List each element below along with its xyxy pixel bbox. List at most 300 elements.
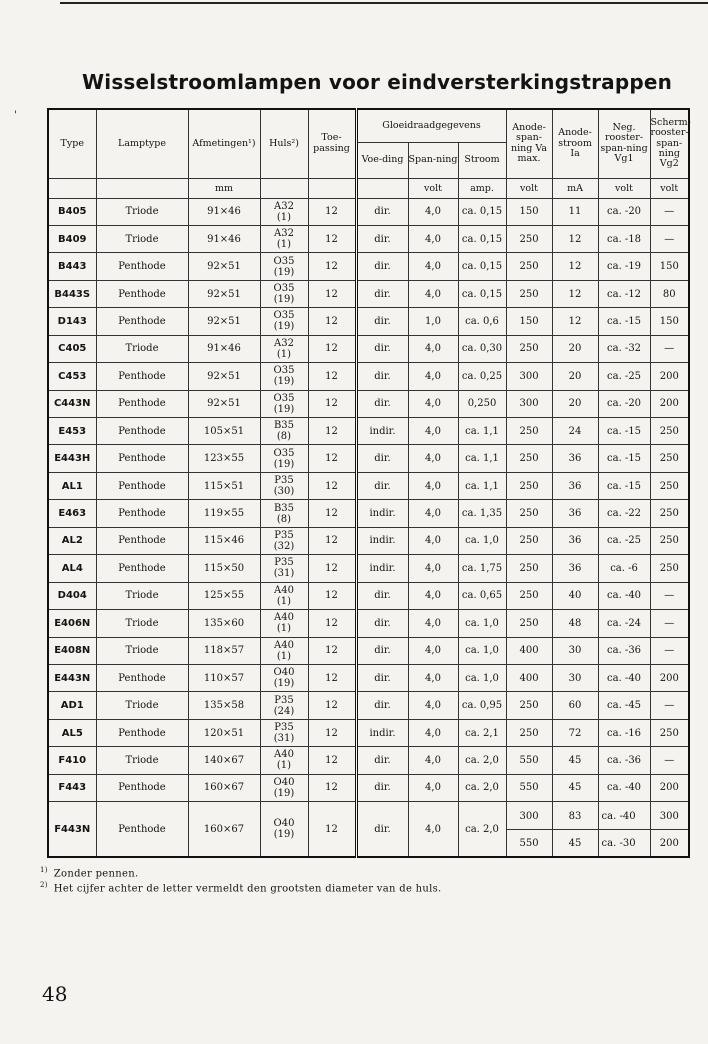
cell-scherm-rooster	[650, 802, 689, 857]
cell-huls	[260, 692, 308, 719]
cell-afmetingen: 140×67	[188, 747, 260, 774]
cell-afmetingen: 123×55	[188, 445, 260, 472]
cell-anode-stroom: 11	[552, 198, 598, 225]
cell-anode-stroom: 72	[552, 719, 598, 746]
cell-toepassing: 12	[308, 335, 356, 362]
cell-scherm-rooster: 250	[650, 527, 689, 554]
cell-toepassing: 12	[308, 280, 356, 307]
cell-lamptype: Penthode	[96, 774, 188, 801]
cell-scherm-rooster: 250	[650, 418, 689, 445]
cell-type: AD1	[48, 692, 96, 719]
cell-huls	[260, 198, 308, 225]
cell-lamptype: Triode	[96, 225, 188, 252]
cell-type: B409	[48, 225, 96, 252]
huls-code: A40	[274, 639, 294, 651]
table-row	[48, 692, 689, 719]
unit-stroom: amp.	[458, 178, 506, 198]
cell-toepassing: 12	[308, 637, 356, 664]
cell-voeding: dir.	[356, 198, 408, 225]
cell-voeding: dir.	[356, 390, 408, 417]
cell-toepassing: 12	[308, 610, 356, 637]
header-voeding: Voe-ding	[356, 142, 408, 178]
huls-diameter: (19)	[273, 458, 295, 470]
cell-anode-stroom: 30	[552, 637, 598, 664]
cell-anode-spanning: 550	[506, 747, 552, 774]
cell-anode-stroom: 48	[552, 610, 598, 637]
cell-toepassing: 12	[308, 418, 356, 445]
huls-diameter: (19)	[273, 294, 295, 306]
table-row	[48, 390, 689, 417]
cell-voeding: dir.	[356, 610, 408, 637]
cell-anode-stroom: 12	[552, 308, 598, 335]
cell-toepassing: 12	[308, 719, 356, 746]
cell-stroom: ca. 0,30	[458, 335, 506, 362]
table-row	[48, 527, 689, 554]
cell-neg-rooster: ca. -15	[598, 418, 650, 445]
huls-code: A40	[274, 749, 294, 761]
huls-diameter: (24)	[273, 705, 295, 717]
cell-spanning: 4,0	[408, 610, 458, 637]
cell-neg-rooster: ca. -25	[598, 527, 650, 554]
cell-stroom: 0,250	[458, 390, 506, 417]
cell-spanning: 4,0	[408, 802, 458, 857]
header-stroom: Stroom	[458, 142, 506, 178]
cell-voeding: dir.	[356, 472, 408, 499]
cell-toepassing: 12	[308, 747, 356, 774]
cell-spanning: 4,0	[408, 664, 458, 691]
cell-afmetingen: 119×55	[188, 500, 260, 527]
cell-anode-stroom: 20	[552, 390, 598, 417]
cell-anode-spanning: 400	[506, 664, 552, 691]
huls-code: O35	[273, 447, 295, 459]
cell-anode-spanning: 250	[506, 472, 552, 499]
unit-scherm-rooster: volt	[650, 178, 689, 198]
cell-neg-rooster: ca. -15	[598, 472, 650, 499]
cell-voeding: dir.	[356, 582, 408, 609]
cell-anode-spanning: 250	[506, 225, 552, 252]
cell-voeding: dir.	[356, 747, 408, 774]
header-afmetingen: Afmetingen¹)	[188, 109, 260, 178]
cell-toepassing: 12	[308, 555, 356, 582]
cell-scherm-rooster: 250	[650, 555, 689, 582]
huls-code: B35	[273, 502, 295, 514]
cell-spanning: 4,0	[408, 472, 458, 499]
cell-voeding: dir.	[356, 445, 408, 472]
cell-toepassing: 12	[308, 774, 356, 801]
cell-lamptype: Triode	[96, 582, 188, 609]
cell-spanning: 4,0	[408, 390, 458, 417]
cell-stroom: ca. 2,0	[458, 802, 506, 857]
cell-stroom: ca. 2,0	[458, 747, 506, 774]
cell-neg-rooster: ca. -36	[598, 637, 650, 664]
cell-anode-spanning: 150	[506, 198, 552, 225]
cell-type: D143	[48, 308, 96, 335]
cell-type: AL1	[48, 472, 96, 499]
cell-huls	[260, 445, 308, 472]
table-row	[48, 582, 689, 609]
cell-anode-stroom: 12	[552, 280, 598, 307]
cell-lamptype: Triode	[96, 198, 188, 225]
footnote-2-text: Het cijfer achter de letter vermeldt den grootsten diameter van de huls.	[53, 883, 442, 895]
cell-voeding: indir.	[356, 418, 408, 445]
cell-lamptype: Penthode	[96, 280, 188, 307]
cell-neg-rooster: ca. -18	[598, 225, 650, 252]
cell-anode-spanning	[506, 802, 552, 857]
huls-diameter: (19)	[273, 403, 295, 415]
table-row	[48, 500, 689, 527]
cell-type: E443N	[48, 664, 96, 691]
cell-huls	[260, 308, 308, 335]
cell-spanning: 4,0	[408, 582, 458, 609]
cell-anode-stroom: 20	[552, 363, 598, 390]
table-row	[48, 747, 689, 774]
cell-toepassing: 12	[308, 582, 356, 609]
cell-huls	[260, 664, 308, 691]
cell-afmetingen: 118×57	[188, 637, 260, 664]
huls-code: A32	[274, 337, 294, 349]
huls-diameter: (19)	[273, 787, 295, 799]
cell-spanning: 4,0	[408, 719, 458, 746]
unit-anode-spanning: volt	[506, 178, 552, 198]
cell-lamptype: Triode	[96, 692, 188, 719]
cell-voeding: dir.	[356, 664, 408, 691]
cell-afmetingen: 92×51	[188, 308, 260, 335]
cell-lamptype: Penthode	[96, 719, 188, 746]
cell-type: F443N	[48, 802, 96, 857]
cell-scherm-rooster: 250	[650, 719, 689, 746]
cell-huls	[260, 774, 308, 801]
cell-voeding: dir.	[356, 637, 408, 664]
cell-anode-stroom: 60	[552, 692, 598, 719]
header-huls: Huls²)	[260, 109, 308, 178]
huls-diameter: (1)	[276, 211, 292, 223]
cell-neg-rooster: ca. -40	[598, 774, 650, 801]
cell-anode-spanning: 250	[506, 555, 552, 582]
cell-toepassing: 12	[308, 802, 356, 857]
cell-voeding: dir.	[356, 692, 408, 719]
footnote-1-text: Zonder pennen.	[53, 868, 139, 880]
value-upper: 300	[519, 810, 539, 822]
cell-voeding: dir.	[356, 363, 408, 390]
cell-huls	[260, 527, 308, 554]
cell-anode-spanning: 250	[506, 500, 552, 527]
cell-huls	[260, 582, 308, 609]
cell-toepassing: 12	[308, 308, 356, 335]
unit-toepassing	[308, 178, 356, 198]
cell-neg-rooster: ca. -19	[598, 253, 650, 280]
cell-anode-spanning: 550	[506, 774, 552, 801]
cell-huls	[260, 555, 308, 582]
value-upper: 83	[568, 810, 582, 822]
footnote-2-mark: 2)	[40, 880, 48, 889]
cell-anode-spanning: 250	[506, 527, 552, 554]
huls-code: P35	[274, 475, 294, 487]
cell-anode-spanning: 250	[506, 280, 552, 307]
cell-huls	[260, 637, 308, 664]
huls-code: P35	[274, 529, 294, 541]
cell-neg-rooster: ca. -20	[598, 198, 650, 225]
cell-spanning: 4,0	[408, 555, 458, 582]
unit-afmetingen: mm	[188, 178, 260, 198]
cell-huls	[260, 280, 308, 307]
cell-spanning: 4,0	[408, 692, 458, 719]
cell-anode-stroom: 12	[552, 253, 598, 280]
huls-code: P35	[274, 722, 294, 734]
cell-anode-stroom: 36	[552, 500, 598, 527]
cell-scherm-rooster: —	[650, 747, 689, 774]
huls-diameter: (19)	[273, 266, 295, 278]
cell-toepassing: 12	[308, 253, 356, 280]
cell-spanning: 4,0	[408, 418, 458, 445]
cell-toepassing: 12	[308, 445, 356, 472]
huls-code: O35	[273, 283, 295, 295]
cell-voeding: dir.	[356, 253, 408, 280]
cell-scherm-rooster: 250	[650, 500, 689, 527]
value-lower: 45	[553, 829, 598, 856]
cell-lamptype: Triode	[96, 747, 188, 774]
cell-afmetingen: 92×51	[188, 390, 260, 417]
cell-afmetingen: 105×51	[188, 418, 260, 445]
cell-spanning: 4,0	[408, 747, 458, 774]
cell-scherm-rooster: 150	[650, 253, 689, 280]
huls-diameter: (8)	[276, 431, 292, 443]
cell-lamptype: Penthode	[96, 664, 188, 691]
cell-scherm-rooster: —	[650, 225, 689, 252]
cell-stroom: ca. 0,95	[458, 692, 506, 719]
cell-afmetingen: 125×55	[188, 582, 260, 609]
cell-type: E443H	[48, 445, 96, 472]
cell-type: E408N	[48, 637, 96, 664]
cell-neg-rooster: ca. -12	[598, 280, 650, 307]
cell-toepassing: 12	[308, 363, 356, 390]
huls-code: O40	[273, 667, 295, 679]
page-number: 48	[42, 982, 68, 1006]
cell-huls	[260, 610, 308, 637]
huls-diameter: (1)	[276, 760, 292, 772]
cell-lamptype: Penthode	[96, 527, 188, 554]
cell-afmetingen: 115×46	[188, 527, 260, 554]
cell-type: F443	[48, 774, 96, 801]
table-row	[48, 610, 689, 637]
cell-huls	[260, 747, 308, 774]
cell-lamptype: Penthode	[96, 308, 188, 335]
huls-code: O40	[273, 818, 295, 830]
cell-spanning: 4,0	[408, 637, 458, 664]
cell-neg-rooster: ca. -16	[598, 719, 650, 746]
cell-anode-stroom: 30	[552, 664, 598, 691]
cell-voeding: dir.	[356, 774, 408, 801]
footnote-2	[40, 881, 442, 896]
cell-lamptype: Triode	[96, 637, 188, 664]
cell-type: B443S	[48, 280, 96, 307]
cell-stroom: ca. 0,15	[458, 253, 506, 280]
header-type: Type	[48, 109, 96, 178]
cell-scherm-rooster: —	[650, 692, 689, 719]
margin-mark: '	[14, 110, 17, 121]
table-row	[48, 198, 689, 225]
unit-type	[48, 178, 96, 198]
cell-voeding: indir.	[356, 555, 408, 582]
cell-scherm-rooster: —	[650, 610, 689, 637]
huls-diameter: (30)	[273, 486, 295, 498]
huls-diameter: (1)	[276, 348, 292, 360]
cell-huls	[260, 363, 308, 390]
table-row	[48, 637, 689, 664]
huls-diameter: (31)	[273, 733, 295, 745]
cell-scherm-rooster: 80	[650, 280, 689, 307]
value-lower: 200	[651, 829, 689, 856]
cell-stroom: ca. 0,15	[458, 280, 506, 307]
table-row	[48, 363, 689, 390]
header-neg-rooster: Neg. rooster-span-ning Vg1	[598, 109, 650, 178]
cell-anode-stroom: 36	[552, 555, 598, 582]
huls-code: A40	[274, 584, 294, 596]
cell-neg-rooster: ca. -15	[598, 445, 650, 472]
cell-neg-rooster: ca. -40	[598, 582, 650, 609]
unit-huls	[260, 178, 308, 198]
cell-scherm-rooster: —	[650, 335, 689, 362]
cell-anode-spanning: 250	[506, 582, 552, 609]
huls-diameter: (1)	[276, 650, 292, 662]
table-row	[48, 774, 689, 801]
cell-scherm-rooster: 250	[650, 472, 689, 499]
split-values	[507, 803, 552, 855]
cell-afmetingen: 120×51	[188, 719, 260, 746]
cell-voeding: dir.	[356, 335, 408, 362]
cell-type: C453	[48, 363, 96, 390]
huls-diameter: (1)	[276, 623, 292, 635]
cell-spanning: 4,0	[408, 225, 458, 252]
cell-anode-stroom: 24	[552, 418, 598, 445]
cell-toepassing: 12	[308, 500, 356, 527]
huls-diameter: (8)	[276, 513, 292, 525]
cell-lamptype: Penthode	[96, 500, 188, 527]
cell-toepassing: 12	[308, 225, 356, 252]
cell-stroom: ca. 2,1	[458, 719, 506, 746]
cell-huls	[260, 335, 308, 362]
cell-neg-rooster: ca. -15	[598, 308, 650, 335]
cell-voeding: indir.	[356, 527, 408, 554]
huls-code: A32	[274, 228, 294, 240]
footnotes	[40, 866, 442, 896]
huls-code: A32	[274, 200, 294, 212]
cell-type: E463	[48, 500, 96, 527]
cell-anode-spanning: 300	[506, 363, 552, 390]
cell-anode-spanning: 250	[506, 335, 552, 362]
cell-spanning: 4,0	[408, 280, 458, 307]
cell-stroom: ca. 1,0	[458, 637, 506, 664]
cell-toepassing: 12	[308, 692, 356, 719]
value-upper: ca. -40	[601, 810, 636, 822]
cell-spanning: 4,0	[408, 253, 458, 280]
cell-afmetingen: 91×46	[188, 198, 260, 225]
huls-code: A40	[274, 612, 294, 624]
footnote-1	[40, 866, 442, 881]
cell-lamptype: Penthode	[96, 555, 188, 582]
cell-type: B405	[48, 198, 96, 225]
huls-diameter: (19)	[273, 321, 295, 333]
header-toepassing: Toe-passing	[308, 109, 356, 178]
cell-afmetingen: 160×67	[188, 802, 260, 857]
cell-spanning: 4,0	[408, 198, 458, 225]
table-row	[48, 308, 689, 335]
cell-stroom: ca. 0,25	[458, 363, 506, 390]
cell-huls	[260, 802, 308, 857]
cell-huls	[260, 500, 308, 527]
cell-neg-rooster: ca. -6	[598, 555, 650, 582]
cell-stroom: ca. 1,0	[458, 527, 506, 554]
cell-anode-stroom: 36	[552, 472, 598, 499]
cell-huls	[260, 253, 308, 280]
cell-stroom: ca. 1,0	[458, 610, 506, 637]
header-scherm-rooster: Scherm-rooster-span-ning Vg2	[650, 109, 689, 178]
table-row	[48, 472, 689, 499]
cell-type: C405	[48, 335, 96, 362]
cell-scherm-rooster: —	[650, 198, 689, 225]
cell-neg-rooster: ca. -32	[598, 335, 650, 362]
cell-type: B443	[48, 253, 96, 280]
header-spanning: Span-ning	[408, 142, 458, 178]
cell-voeding: dir.	[356, 280, 408, 307]
cell-neg-rooster: ca. -40	[598, 664, 650, 691]
cell-huls	[260, 472, 308, 499]
cell-spanning: 4,0	[408, 527, 458, 554]
value-lower: 550	[507, 829, 552, 856]
cell-scherm-rooster: —	[650, 637, 689, 664]
cell-scherm-rooster: 200	[650, 774, 689, 801]
cell-lamptype: Penthode	[96, 390, 188, 417]
huls-diameter: (19)	[273, 376, 295, 388]
table-row	[48, 335, 689, 362]
header-anode-stroom: Anode-stroom Ia	[552, 109, 598, 178]
huls-code: B35	[273, 420, 295, 432]
cell-afmetingen: 92×51	[188, 280, 260, 307]
cell-anode-stroom: 12	[552, 225, 598, 252]
cell-voeding: indir.	[356, 719, 408, 746]
cell-spanning: 4,0	[408, 774, 458, 801]
table-row	[48, 802, 689, 857]
cell-stroom: ca. 1,1	[458, 445, 506, 472]
cell-afmetingen: 135×58	[188, 692, 260, 719]
cell-voeding: dir.	[356, 802, 408, 857]
cell-anode-stroom: 40	[552, 582, 598, 609]
cell-lamptype: Penthode	[96, 472, 188, 499]
cell-lamptype: Triode	[96, 335, 188, 362]
header-lamptype: Lamptype	[96, 109, 188, 178]
cell-voeding: dir.	[356, 225, 408, 252]
table-body	[48, 198, 689, 857]
cell-toepassing: 12	[308, 664, 356, 691]
cell-anode-spanning: 250	[506, 418, 552, 445]
cell-neg-rooster: ca. -45	[598, 692, 650, 719]
lamp-spec-table	[47, 108, 690, 858]
cell-type: AL5	[48, 719, 96, 746]
huls-code: P35	[274, 694, 294, 706]
cell-stroom: ca. 1,1	[458, 418, 506, 445]
cell-scherm-rooster: 150	[650, 308, 689, 335]
cell-spanning: 4,0	[408, 445, 458, 472]
cell-anode-spanning: 250	[506, 253, 552, 280]
table-row	[48, 280, 689, 307]
cell-stroom: ca. 0,15	[458, 225, 506, 252]
huls-diameter: (1)	[276, 595, 292, 607]
cell-scherm-rooster: 200	[650, 363, 689, 390]
cell-afmetingen: 115×51	[188, 472, 260, 499]
unit-neg-rooster: volt	[598, 178, 650, 198]
cell-lamptype: Penthode	[96, 363, 188, 390]
cell-lamptype: Penthode	[96, 445, 188, 472]
cell-neg-rooster: ca. -25	[598, 363, 650, 390]
